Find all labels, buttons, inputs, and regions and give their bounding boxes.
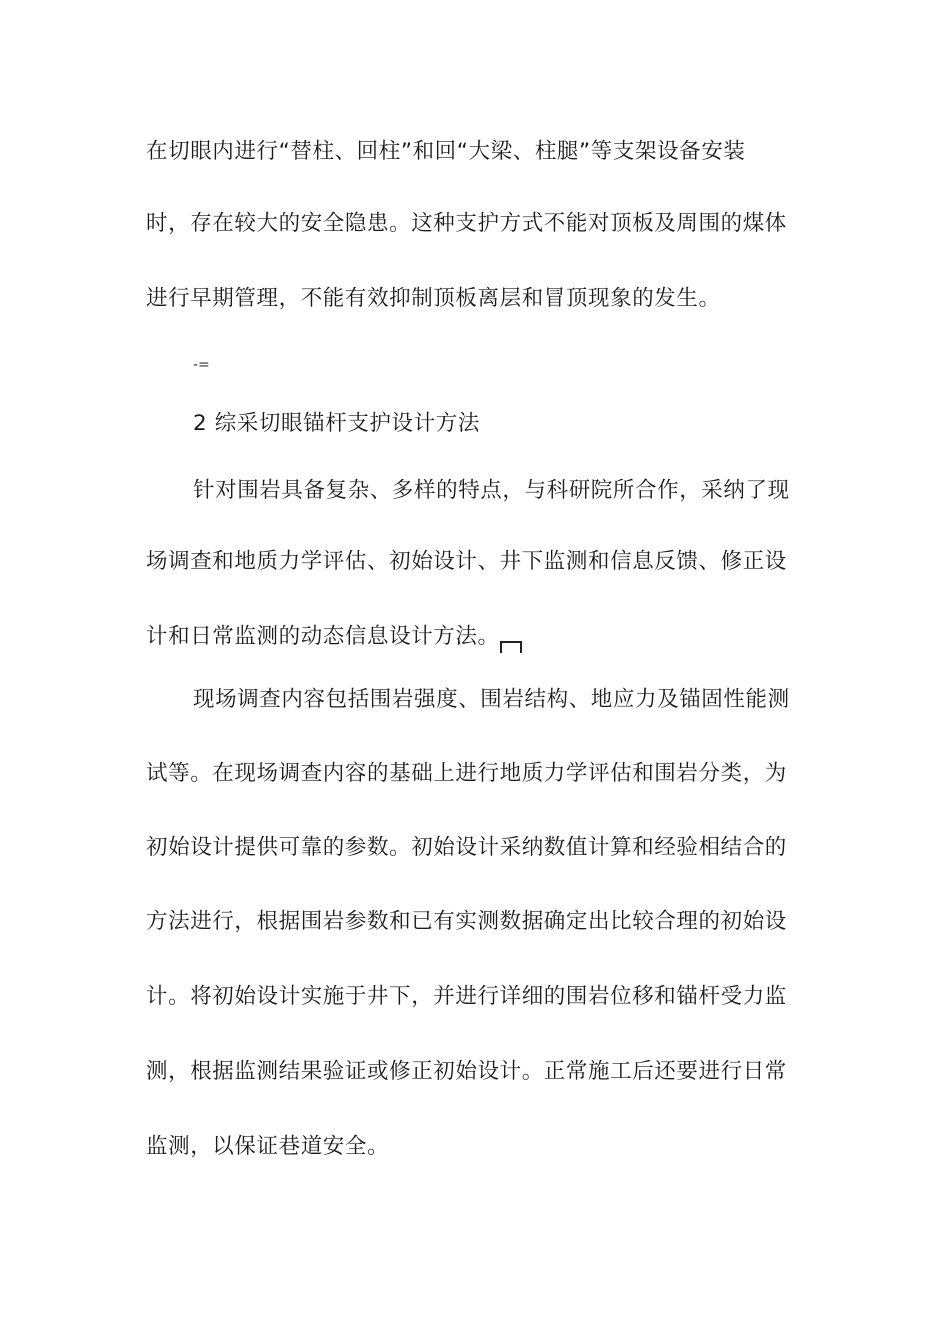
paragraph-3-line-7: 监测，以保证巷道安全。 xyxy=(146,1134,390,1159)
paragraph-1-line-2: 时，存在较大的安全隐患。这种支护方式不能对顶板及周围的煤体 xyxy=(146,211,787,236)
paragraph-2-line-2: 场调查和地质力学评估、初始设计、井下监测和信息反馈、修正设 xyxy=(146,549,787,574)
paragraph-1-line-1: 在切眼内进行“替柱、回柱”和回“大梁、柱腿”等支架设备安装 xyxy=(146,139,746,164)
paragraph-3-line-4: 方法进行，根据围岩参数和已有实测数据确定出比较合理的初始设 xyxy=(146,909,787,934)
paragraph-1-line-3: 进行早期管理，不能有效抑制顶板离层和冒顶现象的发生。 xyxy=(146,286,721,311)
paragraph-3-line-5: 计。将初始设计实施于井下，并进行详细的围岩位移和锚杆受力监 xyxy=(146,984,787,1009)
paragraph-3-line-6: 测，根据监测结果验证或修正初始设计。正常施工后还要进行日常 xyxy=(146,1059,787,1084)
paragraph-3-line-1: 现场调查内容包括围岩强度、围岩结构、地应力及锚固性能测 xyxy=(193,687,790,712)
paragraph-3-line-3: 初始设计提供可靠的参数。初始设计采纳数值计算和经验相结合的 xyxy=(146,835,787,860)
section-heading: 2 综采切眼锚杆支护设计方法 xyxy=(193,411,480,436)
bracket-mark xyxy=(500,641,522,653)
paragraph-3-line-2: 试等。在现场调查内容的基础上进行地质力学评估和围岩分类，为 xyxy=(146,761,787,786)
paragraph-2-line-3: 计和日常监测的动态信息设计方法。 xyxy=(146,624,500,649)
margin-marker: -= xyxy=(193,357,210,373)
paragraph-2-line-1: 针对围岩具备复杂、多样的特点，与科研院所合作，采纳了现 xyxy=(193,478,790,503)
